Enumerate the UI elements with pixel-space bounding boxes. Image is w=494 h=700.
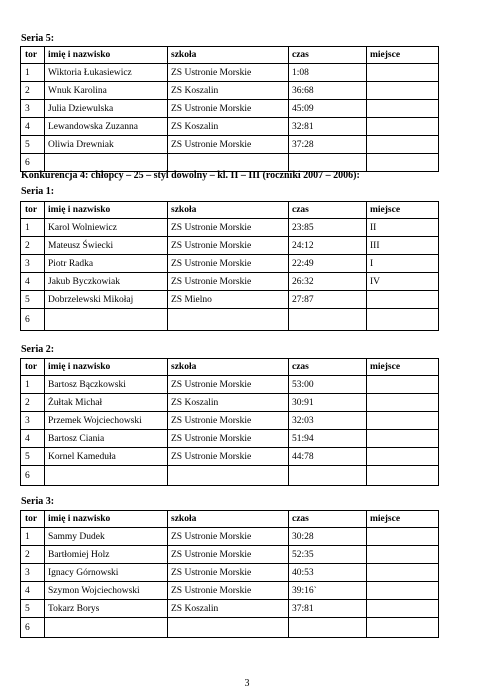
- cell-tor: 1: [21, 376, 45, 394]
- cell-school: [168, 154, 289, 172]
- cell-place: II: [367, 219, 439, 237]
- cell-place: [367, 430, 439, 448]
- header-school: szkoła: [168, 359, 289, 376]
- cell-time: 45:09: [289, 100, 367, 118]
- cell-name: Julia Dziewulska: [45, 100, 168, 118]
- results-table: [20, 358, 439, 486]
- cell-time: 30:91: [289, 394, 367, 412]
- header-tor: tor: [21, 202, 45, 219]
- cell-name: Żułtak Michał: [45, 394, 168, 412]
- header-name: imię i nazwisko: [45, 511, 168, 528]
- cell-place: [367, 136, 439, 154]
- cell-school: ZS Ustronie Morskie: [168, 136, 289, 154]
- table-row: [21, 255, 439, 273]
- cell-time: 37:28: [289, 136, 367, 154]
- table-row: [21, 291, 439, 309]
- cell-time: 1:08: [289, 64, 367, 82]
- cell-place: [367, 82, 439, 100]
- cell-time: 24:12: [289, 237, 367, 255]
- cell-place: III: [367, 237, 439, 255]
- cell-time: 32:03: [289, 412, 367, 430]
- header-time: czas: [289, 511, 367, 528]
- cell-school: ZS Ustronie Morskie: [168, 564, 289, 582]
- cell-time: [289, 154, 367, 172]
- table-row: [21, 466, 439, 486]
- table-row: [21, 430, 439, 448]
- cell-name: Wnuk Karolina: [45, 82, 168, 100]
- cell-place: [367, 394, 439, 412]
- cell-school: ZS Ustronie Morskie: [168, 430, 289, 448]
- cell-school: ZS Ustronie Morskie: [168, 100, 289, 118]
- header-time: czas: [289, 359, 367, 376]
- cell-tor: 3: [21, 100, 45, 118]
- series-heading: Seria 1:: [21, 186, 55, 197]
- cell-place: IV: [367, 273, 439, 291]
- cell-school: ZS Ustronie Morskie: [168, 237, 289, 255]
- cell-time: 27:87: [289, 291, 367, 309]
- cell-time: 53:00: [289, 376, 367, 394]
- cell-name: Kornel Kameduła: [45, 448, 168, 466]
- cell-time: 44:78: [289, 448, 367, 466]
- cell-tor: 1: [21, 219, 45, 237]
- header-school: szkoła: [168, 47, 289, 64]
- header-time: czas: [289, 202, 367, 219]
- cell-time: 23:85: [289, 219, 367, 237]
- cell-school: ZS Ustronie Morskie: [168, 64, 289, 82]
- table-row: [21, 64, 439, 82]
- cell-name: Oliwia Drewniak: [45, 136, 168, 154]
- cell-place: [367, 376, 439, 394]
- cell-name: Dobrzelewski Mikołaj: [45, 291, 168, 309]
- cell-tor: 4: [21, 582, 45, 600]
- results-table: [20, 46, 439, 172]
- cell-time: [289, 618, 367, 638]
- table-row: [21, 136, 439, 154]
- cell-place: [367, 118, 439, 136]
- cell-name: Sammy Dudek: [45, 528, 168, 546]
- cell-name: Bartłomiej Holz: [45, 546, 168, 564]
- cell-place: [367, 600, 439, 618]
- cell-tor: 6: [21, 618, 45, 638]
- cell-place: [367, 466, 439, 486]
- header-name: imię i nazwisko: [45, 359, 168, 376]
- cell-tor: 3: [21, 255, 45, 273]
- table-row: [21, 219, 439, 237]
- cell-place: [367, 412, 439, 430]
- table-row: [21, 564, 439, 582]
- header-name: imię i nazwisko: [45, 202, 168, 219]
- cell-tor: 1: [21, 528, 45, 546]
- cell-time: 26:32: [289, 273, 367, 291]
- cell-name: Lewandowska Zuzanna: [45, 118, 168, 136]
- results-table: [20, 201, 439, 331]
- cell-place: [367, 154, 439, 172]
- cell-time: 36:68: [289, 82, 367, 100]
- table-row: [21, 82, 439, 100]
- cell-name: Bartosz Bączkowski: [45, 376, 168, 394]
- cell-tor: 3: [21, 564, 45, 582]
- cell-school: ZS Ustronie Morskie: [168, 582, 289, 600]
- cell-place: [367, 546, 439, 564]
- cell-time: 30:28: [289, 528, 367, 546]
- cell-name: Bartosz Ciania: [45, 430, 168, 448]
- table-row: [21, 412, 439, 430]
- cell-place: [367, 100, 439, 118]
- cell-time: 39:16`: [289, 582, 367, 600]
- table-header-row: [21, 359, 439, 376]
- cell-place: [367, 291, 439, 309]
- header-place: miejsce: [367, 47, 439, 64]
- cell-time: 51:94: [289, 430, 367, 448]
- cell-school: ZS Ustronie Morskie: [168, 376, 289, 394]
- cell-place: [367, 309, 439, 331]
- table-row: [21, 448, 439, 466]
- cell-school: ZS Ustronie Morskie: [168, 273, 289, 291]
- cell-time: 22:49: [289, 255, 367, 273]
- cell-place: [367, 582, 439, 600]
- header-school: szkoła: [168, 202, 289, 219]
- page-number: 3: [244, 678, 250, 689]
- table-row: [21, 394, 439, 412]
- cell-school: ZS Ustronie Morskie: [168, 412, 289, 430]
- table-row: [21, 600, 439, 618]
- table-row: [21, 154, 439, 172]
- cell-school: ZS Koszalin: [168, 118, 289, 136]
- cell-place: I: [367, 255, 439, 273]
- table-row: [21, 376, 439, 394]
- header-place: miejsce: [367, 202, 439, 219]
- cell-tor: 6: [21, 309, 45, 331]
- cell-time: [289, 466, 367, 486]
- cell-tor: 5: [21, 600, 45, 618]
- cell-tor: 4: [21, 273, 45, 291]
- header-school: szkoła: [168, 511, 289, 528]
- cell-name: Ignacy Górnowski: [45, 564, 168, 582]
- cell-name: Piotr Radka: [45, 255, 168, 273]
- cell-school: ZS Koszalin: [168, 394, 289, 412]
- cell-tor: 2: [21, 546, 45, 564]
- series-heading: Seria 2:: [21, 344, 55, 355]
- table-row: [21, 618, 439, 638]
- results-table: [20, 510, 439, 638]
- cell-name: [45, 154, 168, 172]
- table-header-row: [21, 47, 439, 64]
- table-row: [21, 237, 439, 255]
- header-tor: tor: [21, 47, 45, 64]
- cell-school: [168, 309, 289, 331]
- header-tor: tor: [21, 511, 45, 528]
- cell-tor: 2: [21, 394, 45, 412]
- table-row: [21, 582, 439, 600]
- cell-school: ZS Ustronie Morskie: [168, 448, 289, 466]
- cell-school: ZS Mielno: [168, 291, 289, 309]
- series-heading: Seria 3:: [21, 496, 55, 507]
- table-header-row: [21, 511, 439, 528]
- cell-place: [367, 64, 439, 82]
- table-row: [21, 273, 439, 291]
- cell-tor: 5: [21, 448, 45, 466]
- cell-tor: 6: [21, 154, 45, 172]
- table-row: [21, 546, 439, 564]
- cell-place: [367, 564, 439, 582]
- cell-place: [367, 528, 439, 546]
- cell-school: ZS Ustronie Morskie: [168, 219, 289, 237]
- header-time: czas: [289, 47, 367, 64]
- cell-school: ZS Ustronie Morskie: [168, 546, 289, 564]
- cell-time: 40:53: [289, 564, 367, 582]
- cell-school: ZS Ustronie Morskie: [168, 255, 289, 273]
- cell-name: [45, 309, 168, 331]
- cell-name: Mateusz Świecki: [45, 237, 168, 255]
- cell-tor: 5: [21, 291, 45, 309]
- header-place: miejsce: [367, 511, 439, 528]
- competition-heading: Konkurencja 4: chłopcy – 25 – styl dowolny – kl. II – III (roczniki 2007 – 2006):: [21, 170, 360, 181]
- cell-name: Wiktoria Łukasiewicz: [45, 64, 168, 82]
- cell-tor: 2: [21, 82, 45, 100]
- cell-tor: 4: [21, 430, 45, 448]
- cell-place: [367, 448, 439, 466]
- cell-school: ZS Koszalin: [168, 600, 289, 618]
- header-place: miejsce: [367, 359, 439, 376]
- cell-name: [45, 618, 168, 638]
- cell-school: [168, 618, 289, 638]
- table-row: [21, 309, 439, 331]
- series-heading: Seria 5:: [21, 33, 55, 44]
- cell-name: Karol Wolniewicz: [45, 219, 168, 237]
- cell-school: ZS Koszalin: [168, 82, 289, 100]
- cell-time: 52:35: [289, 546, 367, 564]
- header-tor: tor: [21, 359, 45, 376]
- cell-tor: 4: [21, 118, 45, 136]
- cell-tor: 3: [21, 412, 45, 430]
- cell-tor: 2: [21, 237, 45, 255]
- cell-school: [168, 466, 289, 486]
- cell-tor: 1: [21, 64, 45, 82]
- cell-school: ZS Ustronie Morskie: [168, 528, 289, 546]
- table-row: [21, 100, 439, 118]
- header-name: imię i nazwisko: [45, 47, 168, 64]
- cell-place: [367, 618, 439, 638]
- cell-name: Przemek Wojciechowski: [45, 412, 168, 430]
- cell-name: Jakub Byczkowiak: [45, 273, 168, 291]
- cell-name: Tokarz Borys: [45, 600, 168, 618]
- cell-time: 37:81: [289, 600, 367, 618]
- cell-time: [289, 309, 367, 331]
- cell-tor: 6: [21, 466, 45, 486]
- table-row: [21, 118, 439, 136]
- cell-time: 32:81: [289, 118, 367, 136]
- cell-name: [45, 466, 168, 486]
- table-header-row: [21, 202, 439, 219]
- cell-name: Szymon Wojciechowski: [45, 582, 168, 600]
- table-row: [21, 528, 439, 546]
- cell-tor: 5: [21, 136, 45, 154]
